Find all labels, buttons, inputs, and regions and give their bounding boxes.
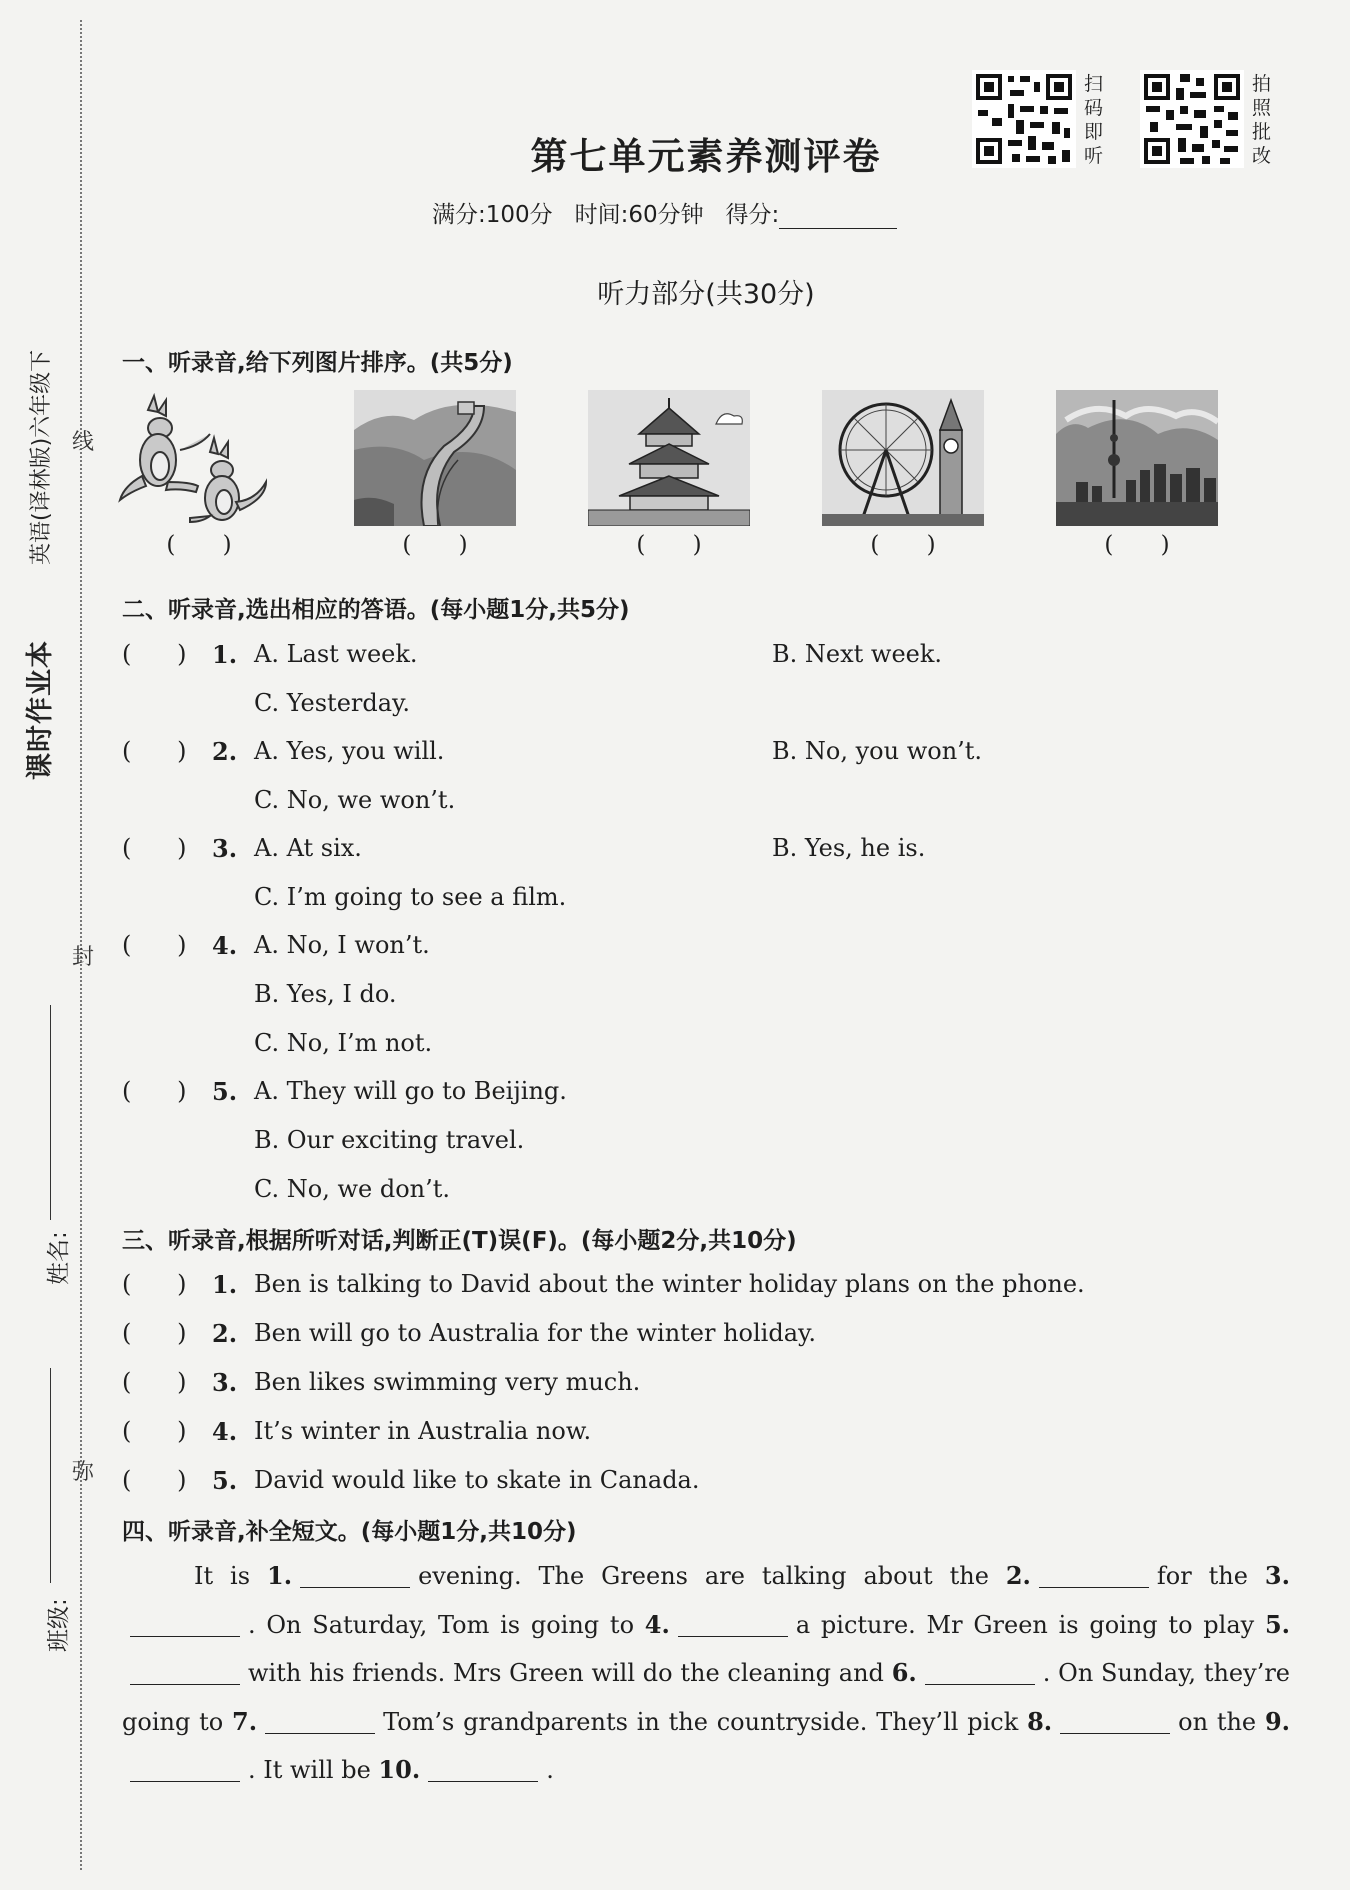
blank-2-number: 2.: [1005, 1561, 1031, 1590]
q3-1-statement: Ben is talking to David about the winter holiday plans on the phone.: [254, 1270, 1085, 1298]
blank-10[interactable]: [428, 1757, 538, 1782]
full-score: 满分:100分: [432, 202, 553, 228]
temple-of-heaven-picture: [588, 390, 750, 526]
q2-4-number: 4.: [212, 931, 238, 960]
q3-2-statement: Ben will go to Australia for the winter holiday.: [254, 1319, 817, 1347]
class-field[interactable]: [50, 1368, 51, 1583]
q3-5-number: 5.: [212, 1466, 238, 1495]
q2-3-number: 3.: [212, 834, 238, 863]
q2-5-option-b: B. Our exciting travel.: [254, 1126, 525, 1154]
great-wall-picture: [354, 390, 516, 526]
picture-3-answer[interactable]: ( ): [636, 532, 702, 558]
listening-section-title: 听力部分(共30分): [597, 279, 815, 310]
qr-code-listen[interactable]: [972, 70, 1076, 168]
fill-in-passage: It is 1. evening. The Greens are talking about the 2. for the 3.. On Saturday, Tom is going to 4. a picture. Mr Green is going to play 5.with his friends. Mrs Green will do the cleaning and 6. . On Sunday, they’re going to 7. Tom’s grandparents in the countryside. They’ll pick 8. on the 9.. It will be 10. .: [122, 1561, 1291, 1784]
series-name: 课时作业本: [25, 640, 56, 780]
blank-8[interactable]: [1060, 1709, 1170, 1734]
blank-3-number: 3.: [1264, 1561, 1290, 1590]
q2-1-option-b: B. Next week.: [772, 640, 943, 668]
picture-2-answer[interactable]: ( ): [402, 532, 468, 558]
time-limit: 时间:60分钟: [574, 202, 704, 228]
cut-label-seal: 封: [72, 945, 95, 970]
q2-3-option-a: A. At six.: [254, 834, 362, 862]
q3-1-number: 1.: [212, 1270, 238, 1299]
qr-grade-label: 拍 照 批 改: [1252, 73, 1272, 167]
cut-label-mi: 弥: [72, 1460, 95, 1485]
shanghai-skyline-picture: [1056, 390, 1218, 526]
q2-3-bracket[interactable]: ( ): [122, 834, 187, 862]
q3-1-bracket[interactable]: ( ): [122, 1270, 187, 1298]
blank-2[interactable]: [1039, 1563, 1149, 1588]
blank-6-number: 6.: [891, 1658, 917, 1687]
picture-5-answer[interactable]: ( ): [1104, 532, 1170, 558]
q2-2-number: 2.: [212, 737, 238, 766]
score-label: 得分:: [725, 202, 780, 228]
blank-9-number: 9.: [1264, 1706, 1291, 1736]
q3-4-statement: It’s winter in Australia now.: [254, 1417, 592, 1445]
blank-5[interactable]: [130, 1660, 240, 1685]
blank-4[interactable]: [678, 1612, 788, 1637]
blank-8-number: 8.: [1027, 1706, 1053, 1736]
london-eye-picture: [822, 390, 984, 526]
section4-heading: 四、听录音,补全短文。(每小题1分,共10分): [122, 1519, 577, 1545]
q2-5-option-a: A. They will go to Beijing.: [254, 1077, 567, 1105]
blank-7[interactable]: [265, 1709, 375, 1734]
q2-5-number: 5.: [212, 1077, 238, 1106]
cut-label-line: 线: [72, 430, 95, 455]
q3-4-bracket[interactable]: ( ): [122, 1417, 187, 1445]
q2-1-number: 1.: [212, 640, 238, 669]
q3-3-statement: Ben likes swimming very much.: [254, 1368, 641, 1396]
page-title: 第七单元素养测评卷: [530, 135, 882, 178]
q2-5-option-c: C. No, we don’t.: [254, 1175, 451, 1203]
q2-1-option-a: A. Last week.: [254, 640, 418, 668]
picture-4-answer[interactable]: ( ): [870, 532, 936, 558]
q3-4-number: 4.: [212, 1417, 238, 1446]
q3-3-number: 3.: [212, 1368, 238, 1397]
blank-6[interactable]: [925, 1660, 1035, 1685]
blank-4-number: 4.: [644, 1609, 670, 1639]
q3-5-statement: David would like to skate in Canada.: [254, 1466, 700, 1494]
blank-5-number: 5.: [1264, 1609, 1291, 1639]
blank-7-number: 7.: [232, 1706, 258, 1736]
score-field[interactable]: [779, 206, 897, 229]
q2-4-option-a: A. No, I won’t.: [254, 931, 430, 959]
blank-1-number: 1.: [267, 1561, 293, 1590]
q2-3-option-c: C. I’m going to see a film.: [254, 883, 567, 911]
q2-2-bracket[interactable]: ( ): [122, 737, 187, 765]
q3-3-bracket[interactable]: ( ): [122, 1368, 187, 1396]
q3-2-number: 2.: [212, 1319, 238, 1348]
picture-1-answer[interactable]: ( ): [166, 532, 232, 558]
q2-2-option-b: B. No, you won’t.: [772, 737, 983, 765]
subject-grade: 英语(译林版)六年级下: [29, 349, 54, 565]
q2-2-option-a: A. Yes, you will.: [254, 737, 445, 765]
blank-9[interactable]: [130, 1757, 240, 1782]
q3-2-bracket[interactable]: ( ): [122, 1319, 187, 1347]
section2-heading: 二、听录音,选出相应的答语。(每小题1分,共5分): [122, 597, 630, 623]
q2-3-option-b: B. Yes, he is.: [772, 834, 926, 862]
section1-heading: 一、听录音,给下列图片排序。(共5分): [122, 350, 513, 376]
score-info: [432, 196, 897, 229]
blank-3[interactable]: [130, 1612, 240, 1637]
q2-4-bracket[interactable]: ( ): [122, 931, 187, 959]
q2-1-bracket[interactable]: ( ): [122, 640, 187, 668]
q2-2-option-c: C. No, we won’t.: [254, 786, 456, 814]
q2-4-option-b: B. Yes, I do.: [254, 980, 397, 1008]
blank-1[interactable]: [300, 1563, 410, 1588]
q2-1-option-c: C. Yesterday.: [254, 689, 411, 717]
q2-4-option-c: C. No, I’m not.: [254, 1029, 433, 1057]
name-label: 姓名:: [46, 1231, 72, 1285]
q2-5-bracket[interactable]: ( ): [122, 1077, 187, 1105]
class-label: 班级:: [46, 1598, 72, 1652]
qr-code-grade[interactable]: [1140, 70, 1244, 168]
q3-5-bracket[interactable]: ( ): [122, 1466, 187, 1494]
kangaroos-picture: [118, 390, 280, 526]
section3-heading: 三、听录音,根据所听对话,判断正(T)误(F)。(每小题2分,共10分): [122, 1228, 797, 1254]
qr-listen-label: 扫 码 即 听: [1084, 73, 1104, 167]
name-field[interactable]: [50, 1005, 51, 1220]
blank-10-number: 10.: [378, 1755, 421, 1784]
